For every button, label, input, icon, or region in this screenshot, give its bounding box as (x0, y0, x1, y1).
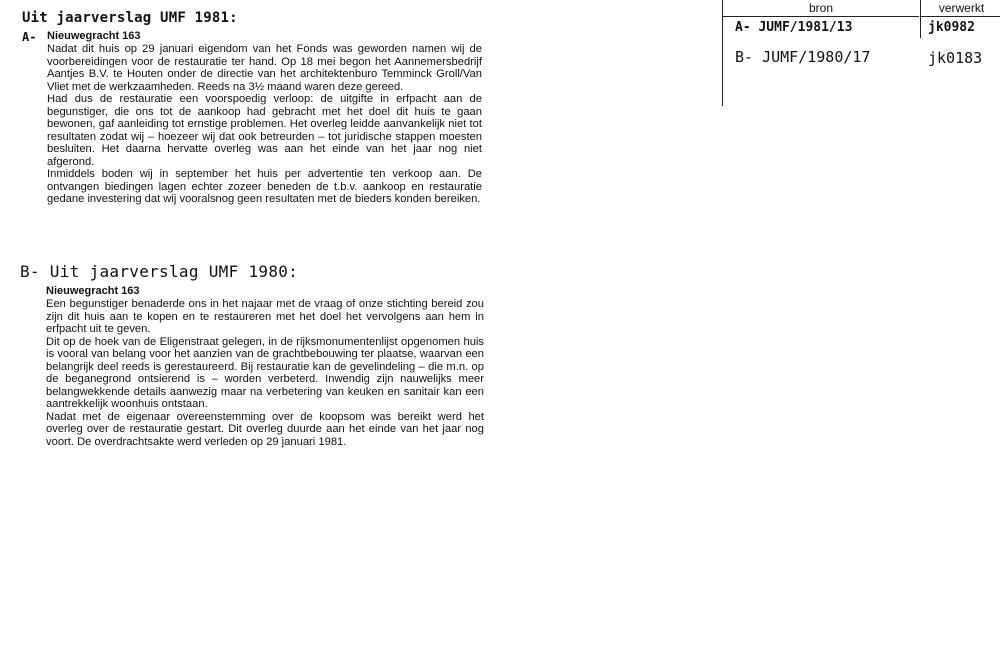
section-a-label: A- (22, 30, 37, 44)
section-b-body (46, 285, 484, 448)
table-header-bron: bron (723, 0, 919, 17)
section-b-paragraph: Een begunstiger benaderde ons in het najaar met de vraag of onze stichting bereid zou zijn dit huis aan te kopen en te restaureren met het doel het vervolgens aan hem in erfpacht uit te geven. (46, 298, 484, 335)
section-b-subtitle: Nieuwegracht 163 (46, 285, 140, 297)
section-b-paragraph: Dit op de hoek van de Eligenstraat gelegen, in de rijksmonumentenlijst opgenomen huis is vooral van belang voor het aanzien van de grachtbebouwing ter plaatse, waarvan een belangrijk deel reeds is gerestaureerd. Bij restauratie kan de gevelindeling – die m.n. op de beganegrond ontsierend is – worden verbeterd. Inwendig zijn nauwelijks meer belangwekkende details aanwezig maar na verbetering van keuken en sanitair kan een aantrekkelijk woonhuis ontstaan. (46, 335, 484, 410)
section-a-paragraph: Inmiddels boden wij in september het huis per advertentie ten verkoop aan. De ontvangen biedingen lagen echter zozeer beneden de t.b.v. aankoop en restauratie gedane investering dat wij vooralsnog geen resultaten met de bieders konden bereiken. (47, 168, 482, 205)
section-b-paragraph: Nadat met de eigenaar overeenstemming over de koopsom was bereikt werd het overleg over de restauratie gestart. Dit overleg duurde aan het einde van het jaar nog voort. De overdrachtsakte werd verleden op 29 januari 1981. (46, 410, 484, 448)
section-a-paragraph: Had dus de restauratie een voorspoedig verloop: de uitgifte in erfpacht aan de begunstiger, die ons tot de aankoop had gebracht met het doel dit huis te gaan bewonen, gaf aanleiding tot ernstige problemen. Het overleg leidde aanvankelijk niet tot resultaten zodat wij – hoezeer wij dat ook betreurden – tot juridische stappen moesten besluiten. Het daarna hervatte overleg was aan het einde van het jaar nog niet afgerond. (47, 93, 482, 168)
section-a-paragraph: Nadat dit huis op 29 januari eigendom van het Fonds was geworden namen wij de voorbereidingen voor de restauratie ter hand. Op 18 mei begon het Aannemersbedrijf Aantjes B.V. te Houten onder de directie van het architektenburo Temminck Groll/Van Vliet met de werkzaamheden. Reeds na 3½ maand waren deze gereed. (47, 43, 482, 93)
section-a-body (47, 30, 482, 206)
table-header-verwerkt: verwerkt (920, 0, 1000, 17)
source-table (722, 0, 1000, 106)
table-cell-verwerkt: jk0183 (928, 49, 983, 67)
section-b-heading: B- Uit jaarverslag UMF 1980: (20, 262, 299, 281)
table-cell-bron: A- JUMF/1981/13 (735, 20, 853, 35)
table-cell-bron: B- JUMF/1980/17 (735, 48, 871, 66)
table-column-divider (920, 16, 921, 38)
table-cell-verwerkt: jk0982 (928, 20, 975, 35)
section-a-heading: Uit jaarverslag UMF 1981: (22, 10, 238, 26)
section-a-subtitle: Nieuwegracht 163 (47, 30, 141, 42)
